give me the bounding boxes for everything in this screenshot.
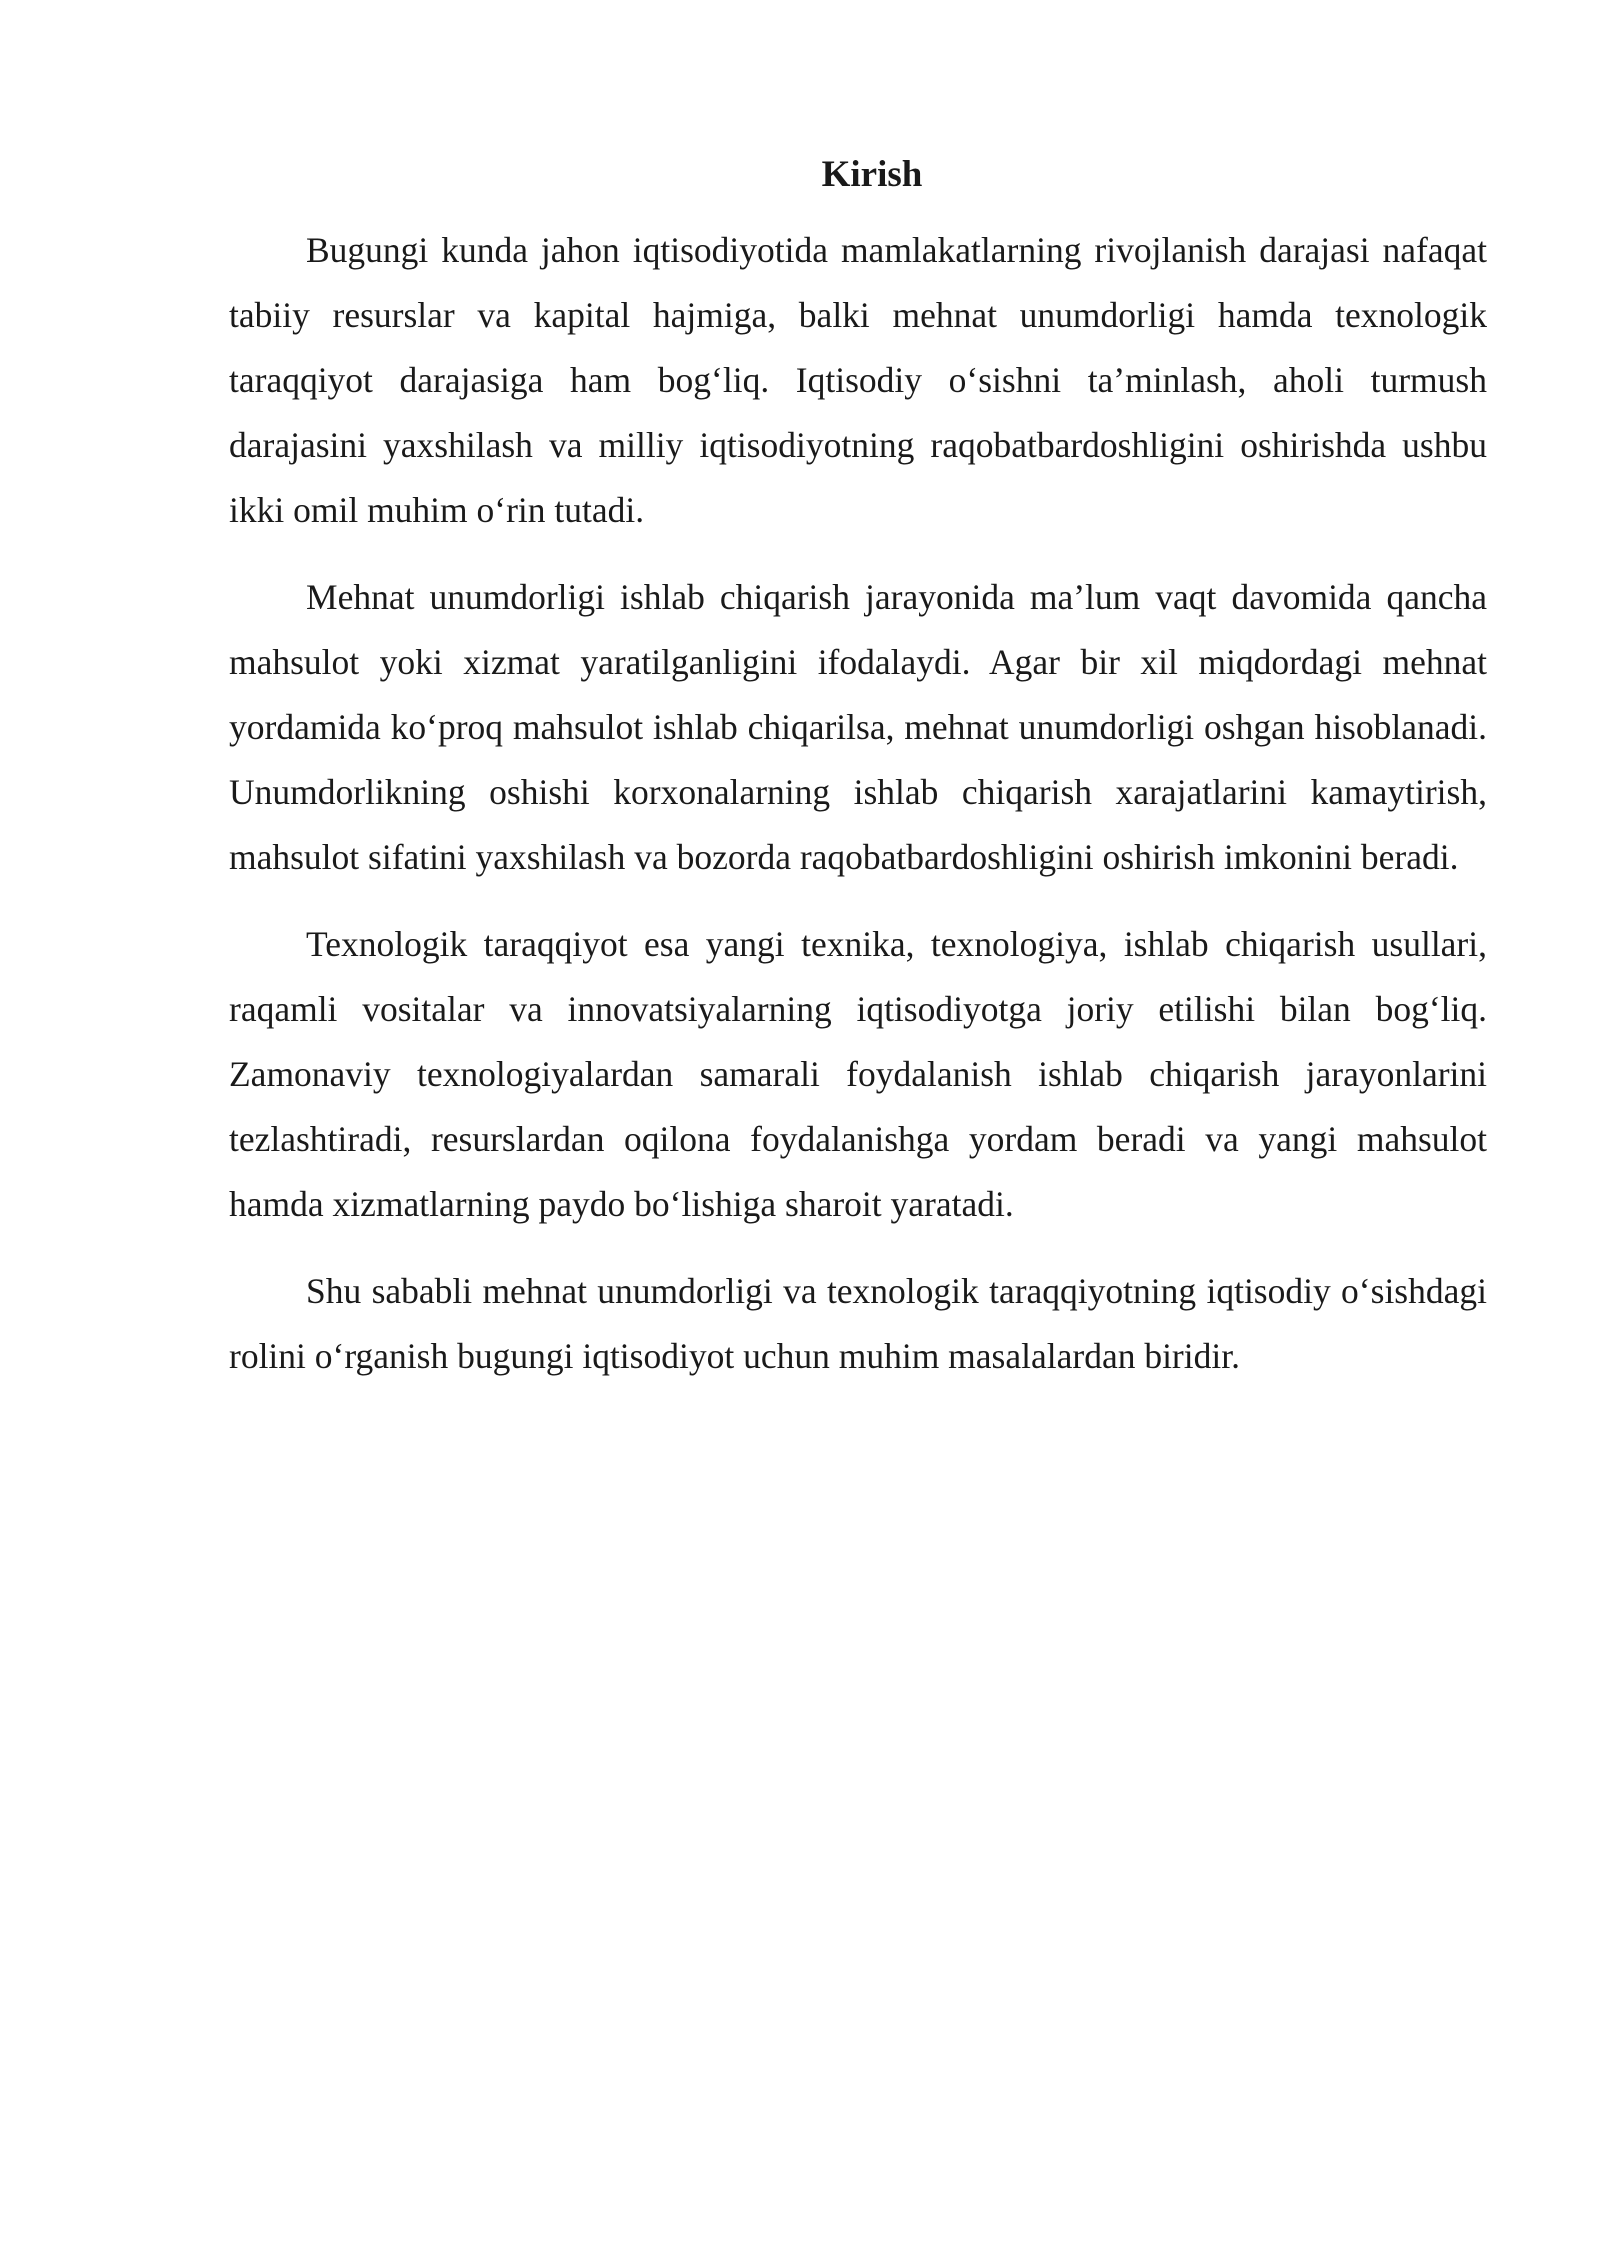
paragraph-3: Texnologik taraqqiyot esa yangi texnika, texnologiya, ishlab chiqarish usullari, raqamli vositalar va innovatsiyalarning iqtisodiyotga joriy etilishi bilan bog‘liq. Zamonaviy texnologiyalardan samarali foydalanish ishlab chiqarish jarayonlarini tezlashtiradi, resurslardan oqilona foydalanishga yordam beradi va yangi mahsulot hamda xizmatlarning paydo bo‘lishiga sharoit yaratadi. (229, 924, 1487, 1224)
paragraph-2: Mehnat unumdorligi ishlab chiqarish jarayonida ma’lum vaqt davomida qancha mahsulot yoki xizmat yaratilganligini ifodalaydi. Agar bir xil miqdordagi mehnat yordamida ko‘proq mahsulot ishlab chiqarilsa, mehnat unumdorligi oshgan hisoblanadi. Unumdorlikning oshishi korxonalarning ishlab chiqarish xarajatlarini kamaytirish, mahsulot sifatini yaxshilash va bozorda raqobatbardoshligini oshirish imkonini beradi. (229, 577, 1487, 877)
paragraph-4: Shu sababli mehnat unumdorligi va texnologik taraqqiyotning iqtisodiy o‘sishdagi rolini o‘rganish bugungi iqtisodiyot uchun muhim masalalardan biridir. (229, 1271, 1487, 1376)
document-body (229, 148, 1487, 1411)
paragraph-1: Bugungi kunda jahon iqtisodiyotida mamlakatlarning rivojlanish darajasi nafaqat tabiiy resurslar va kapital hajmiga, balki mehnat unumdorligi hamda texnologik taraqqiyot darajasiga ham bog‘liq. Iqtisodiy o‘sishni ta’minlash, aholi turmush darajasini yaxshilash va milliy iqtisodiyotning raqobatbardoshligini oshirishda ushbu ikki omil muhim o‘rin tutadi. (229, 230, 1487, 530)
page-title: Kirish (821, 154, 923, 195)
